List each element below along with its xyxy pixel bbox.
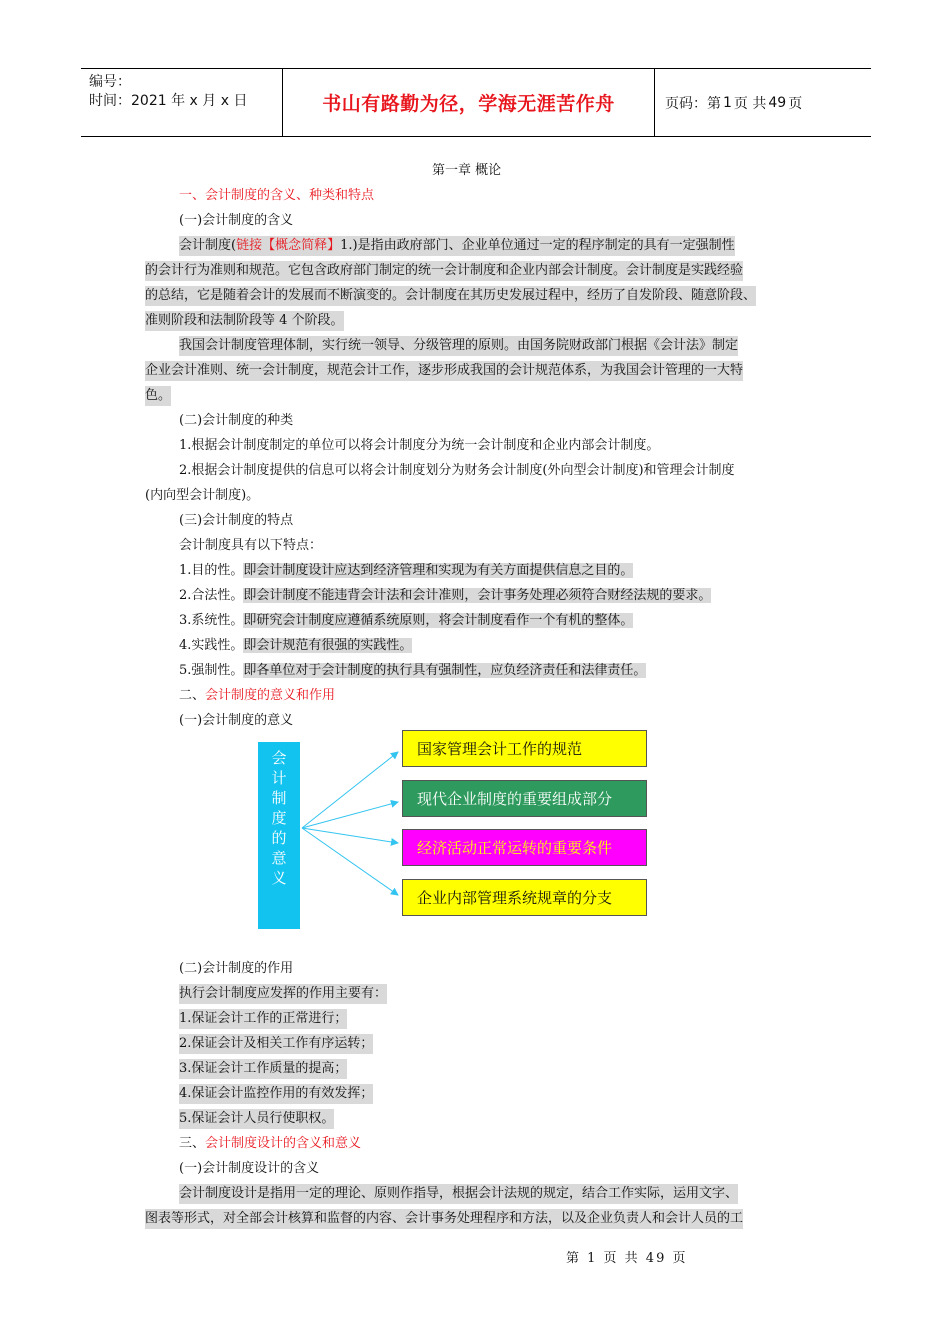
p1-rest: 1.)是指由政府部门、企业单位通过一定的程序制定的具有一定强制性 [340, 238, 735, 253]
number-label: 编号： [89, 74, 131, 90]
trait-label: 3.系统性。 [179, 613, 244, 628]
center-char: 制 [271, 789, 287, 807]
section1-sub2: (二)会计制度的种类 [179, 413, 294, 428]
section1-sub1: (一)会计制度的含义 [179, 213, 294, 228]
page-total: 49 [768, 94, 787, 111]
page-mid: 页 共 [733, 95, 767, 112]
section2-heading-text: 会计制度的意义和作用 [205, 688, 336, 703]
p1-prefix: 会计制度( [179, 238, 237, 253]
section2-sub2: (二)会计制度的作用 [179, 961, 294, 976]
trait-desc: 即会计制度不能违背会计法和会计准则，会计事务处理必须符合财经法规的要求。 [243, 588, 712, 603]
trait-desc: 即各单位对于会计制度的执行具有强制性，应负经济责任和法律责任。 [243, 663, 647, 678]
section1-p1-line3: 的总结，它是随着会计的发展而不断演变的。会计制度在其历史发展过程中，经历了自发阶段、随意阶段、 [145, 286, 756, 306]
center-char: 的 [271, 829, 287, 847]
role-item-2: 2.保证会计及相关工作有序运转； [179, 1034, 373, 1054]
diagram-box-3: 经济活动正常运转的重要条件 [402, 829, 647, 866]
page-number: 1 [723, 94, 732, 111]
section1-p2-line2: 企业会计准则、统一会计制度，规范会计工作，逐步形成我国的会计规范体系，为我国会计管理的一大特 [145, 361, 743, 381]
trait-desc: 即会计制度设计应达到经济管理和实现为有关方面提供信息之目的。 [243, 563, 634, 578]
trait-label: 5.强制性。 [179, 663, 244, 678]
center-char: 度 [271, 809, 287, 827]
trait-label: 2.合法性。 [179, 588, 244, 603]
trait-desc: 即会计规范有很强的实践性。 [243, 638, 413, 653]
time-label: 时间：2021 年 x 月 x 日 [89, 93, 248, 109]
center-char: 会 [271, 749, 287, 767]
arrow-4 [302, 828, 398, 895]
center-char: 意 [271, 849, 287, 867]
section1-p2-line1: 我国会计制度管理体制，实行统一领导、分级管理的原则。由国务院财政部门根据《会计法》制定 [179, 336, 738, 356]
section3-sub1: (一)会计制度设计的含义 [179, 1161, 320, 1176]
center-char: 计 [271, 769, 287, 787]
section1-p2-line3: 色。 [145, 386, 171, 406]
section3-p-line1: 会计制度设计是指用一定的理论、原则作指导，根据会计法规的规定，结合工作实际，运用文字、 [179, 1184, 738, 1204]
trait-label: 1.目的性。 [179, 563, 244, 578]
trait-label: 4.实践性。 [179, 638, 244, 653]
section1-p1-line2: 的会计行为准则和规范。它包含政府部门制定的统一会计制度和企业内部会计制度。会计制度是实践经验 [145, 261, 743, 281]
chapter-title: 第一章 概论 [432, 163, 502, 178]
diagram-box-2: 现代企业制度的重要组成部分 [402, 780, 647, 817]
section3-heading-text: 会计制度设计的含义和意义 [205, 1136, 362, 1151]
diagram-center-box [258, 742, 300, 929]
trait-desc: 即研究会计制度应遵循系统原则，将会计制度看作一个有机的整体。 [243, 613, 634, 628]
role-intro: 执行会计制度应发挥的作用主要有： [179, 984, 387, 1004]
section1-p1-line4: 准则阶段和法制阶段等 4 个阶段。 [145, 311, 344, 331]
role-item-3: 3.保证会计工作质量的提高； [179, 1059, 347, 1079]
role-item-1: 1.保证会计工作的正常进行； [179, 1009, 347, 1029]
section3-heading [179, 1134, 361, 1154]
arrow-2 [302, 802, 398, 828]
kind-item-1: 1.根据会计制度制定的单位可以将会计制度分为统一会计制度和企业内部会计制度。 [179, 438, 660, 453]
page-label: 页码：第 [665, 95, 721, 112]
role-item-4: 4.保证会计监控作用的有效发挥； [179, 1084, 373, 1104]
diagram-box-1: 国家管理会计工作的规范 [402, 730, 647, 767]
section3-heading-num: 三、 [179, 1136, 206, 1151]
center-char: 义 [271, 869, 287, 887]
page-end: 页 [788, 95, 803, 112]
diagram-box-4: 企业内部管理系统规章的分支 [402, 879, 647, 916]
section2-heading-num: 二、 [179, 688, 206, 703]
kind-item-2-line1: 2.根据会计制度提供的信息可以将会计制度划分为财务会计制度(外向型会计制度)和管理会计制度 [179, 463, 735, 478]
section3-p-line2: 图表等形式，对全部会计核算和监督的内容、会计事务处理程序和方法，以及企业负责人和会计人员的工 [145, 1209, 743, 1229]
header-motto: 书山有路勤为径，学海无涯苦作舟 [283, 69, 655, 136]
section1-heading: 一、会计制度的含义、种类和特点 [179, 188, 375, 203]
page-footer: 第 1 页 共 49 页 [566, 1251, 688, 1266]
arrow-3 [302, 828, 398, 843]
kind-item-2-line2: (内向型会计制度)。 [145, 488, 260, 503]
traits-intro: 会计制度具有以下特点： [179, 538, 323, 553]
concept-link[interactable]: 链接【概念简释】 [236, 238, 341, 253]
section1-sub3: (三)会计制度的特点 [179, 513, 294, 528]
role-item-5: 5.保证会计人员行使职权。 [179, 1109, 334, 1129]
arrow-1 [302, 752, 398, 828]
section2-sub1: (一)会计制度的意义 [179, 713, 294, 728]
